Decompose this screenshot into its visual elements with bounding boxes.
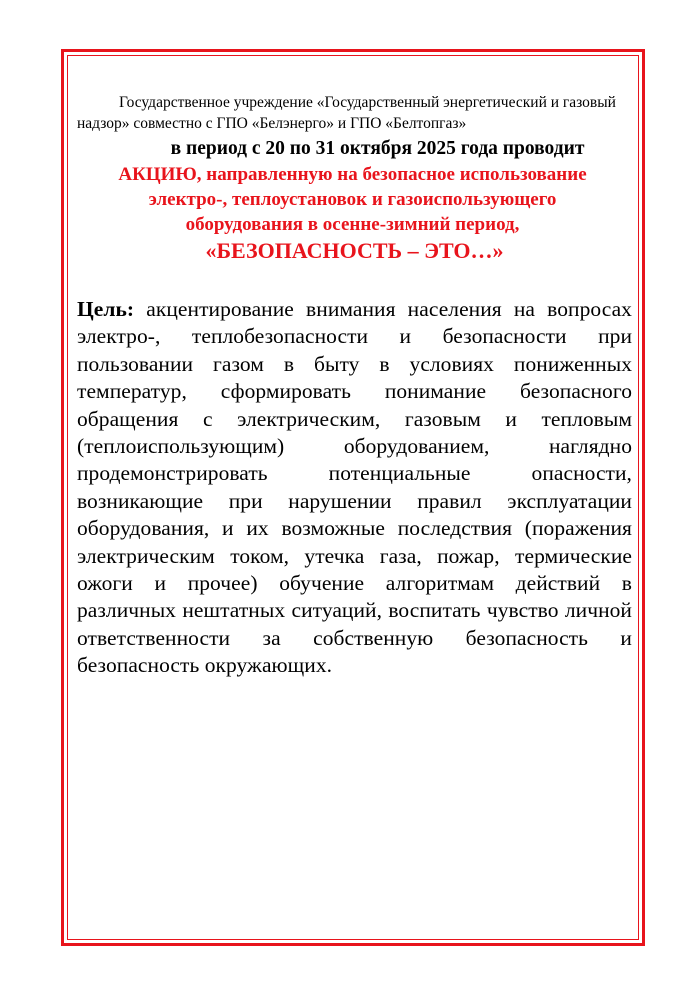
period-heading: в период с 20 по 31 октября 2025 года проводит: [170, 138, 585, 159]
announcement-body: [77, 92, 632, 680]
campaign-slogan: «БЕЗОПАСНОСТЬ – ЭТО…»: [205, 238, 504, 263]
organizer-text: Государственное учреждение «Государственный энергетический и газовый надзор» совместно с ГПО «Белэнерго» и ГПО «Белтопгаз»: [77, 94, 616, 132]
goal-paragraph: [77, 296, 632, 680]
action-heading-line: АКЦИЮ, направленную на безопасное использование: [118, 164, 587, 185]
action-heading-line: оборудования в осенне-зимний период,: [185, 214, 520, 235]
action-heading-line: электро-, теплоустановок и газоиспользующего: [148, 189, 557, 210]
goal-label: Цель:: [77, 297, 135, 321]
goal-text: акцентирование внимания населения на вопросах электро-, теплобезопасности и безопасности при пользовании газом в быту в условиях пониженных температур, сформировать понимание безопасного обращения с электрическим, газовым и тепловым (теплоиспользующим) оборудованием, наглядно продемонстрировать потенциальные опасности, возникающие при нарушении правил эксплуатации оборудования, и их возможные последствия (поражения электрическим током, утечка газа, пожар, термические ожоги и прочее) обучение алгоритмам действий в различных нештатных ситуаций, воспитать чувство личной ответственности за собственную безопасность и безопасность окружающих.: [77, 297, 632, 678]
action-heading: [77, 162, 632, 237]
